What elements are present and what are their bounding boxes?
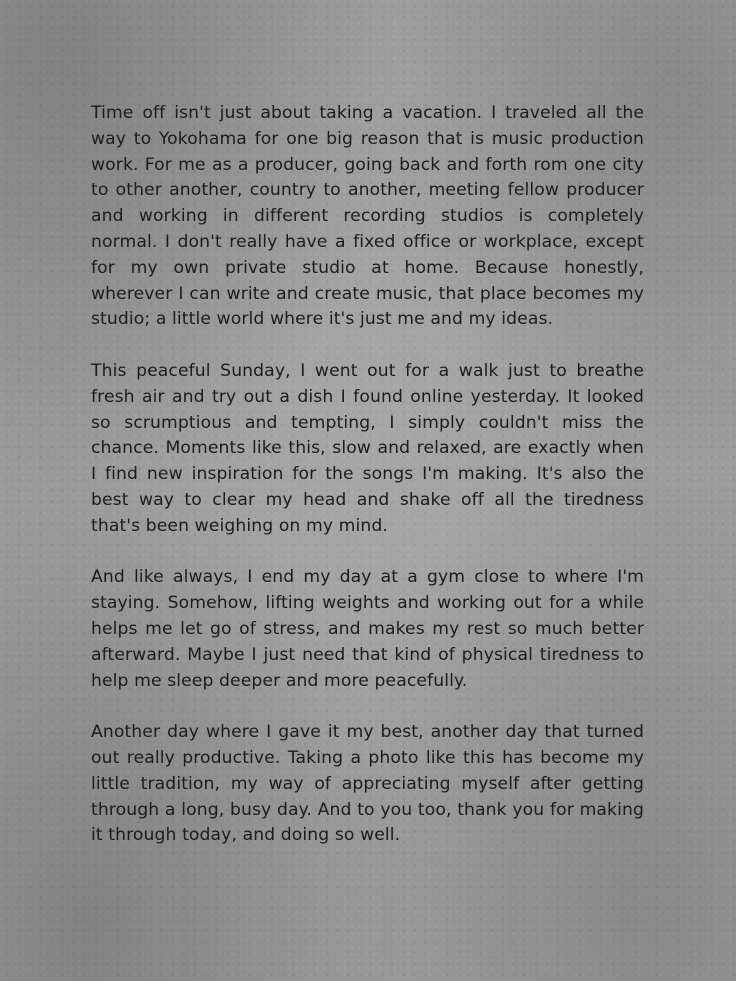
paragraph-sunday-walk: This peaceful Sunday, I went out for a walk just to breathe fresh air and try out a dish I found online yesterday. It looked so scrumptious and tempting, I simply couldn't miss the chance. Moments like this, slow and relaxed, are exactly when I find new inspiration for the songs I'm making. It's also the best way to clear my head and shake off all the tiredness that's been weighing on my mind.	[91, 360, 644, 536]
paragraph-yokohama-trip: Time off isn't just about taking a vacation. I traveled all the way to Yokohama for one big reason that is music production work. For me as a producer, going back and forth rom one city to other another, country to another, meeting fellow producer and working in different recording studios is completely normal. I don't really have a fixed office or workplace, except for my own private studio at home. Because honestly, wherever I can write and create music, that place becomes my studio; a little world where it's just me and my ideas.	[91, 103, 644, 330]
paragraph-gym: And like always, I end my day at a gym close to where I'm staying. Somehow, lifting weights and working out for a while helps me let go of stress, and makes my rest so much better afterward. Maybe I just need that kind of physical tiredness to help me sleep deeper and more peacefully.	[91, 567, 644, 691]
journal-text-block	[91, 101, 644, 849]
paragraph-closing-thanks: Another day where I gave it my best, another day that turned out really productive. Taking a photo like this has become my little tradition, my way of appreciating myself after getting through a long, busy day. And to you too, thank you for making it through today, and doing so well.	[91, 722, 644, 846]
